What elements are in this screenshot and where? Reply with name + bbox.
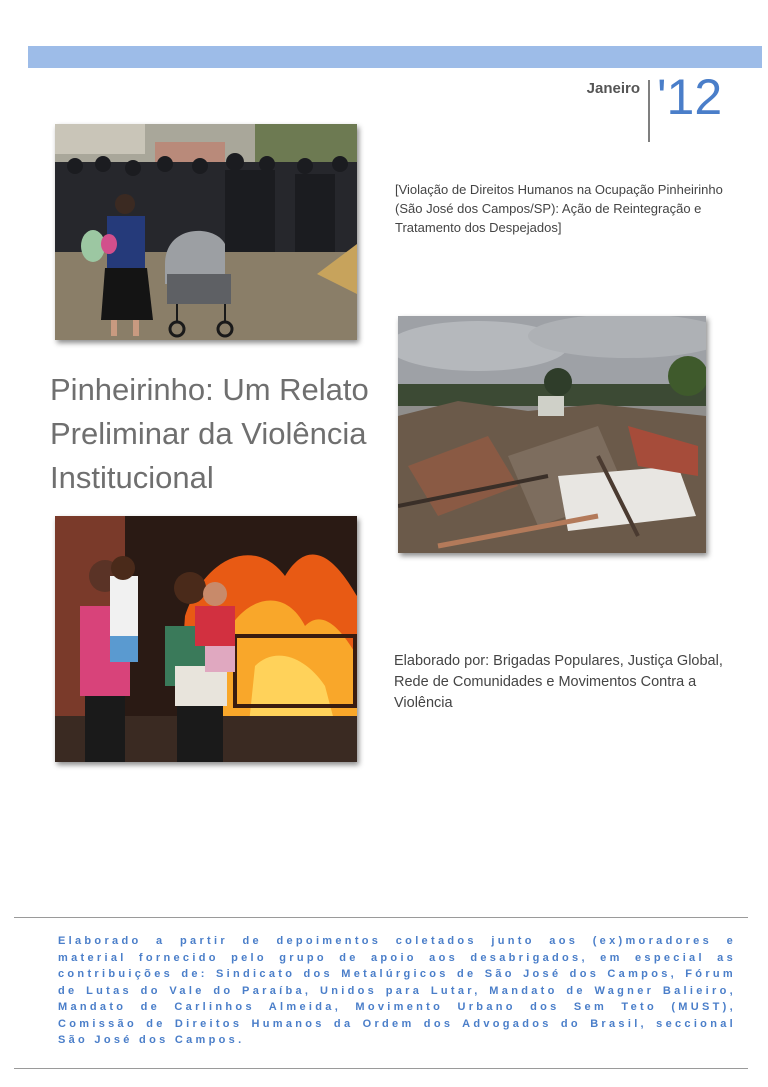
report-authors: Elaborado por: Brigadas Populares, Justiça Global, Rede de Comunidades e Movimentos Contra a Violência bbox=[394, 653, 723, 711]
footer-top-rule bbox=[14, 917, 748, 918]
header-year: '12 bbox=[657, 69, 723, 125]
photo-demolition-rubble bbox=[398, 316, 706, 553]
footer-credits: Elaborado a partir de depoimentos coletados junto aos (ex)moradores e material fornecido pelo grupo de apoio aos desabrigados, em especial as contribuições de: Sindicato dos Metalúrgicos de São José dos Campos, Fórum de Lutas do Vale do Paraíba, Unidos para Lutar, Mandato de Wagner Balieiro, Mandato de Carlinhos Almeida, Movimento Urbano dos Sem Teto (MUST), Comissão de Direitos Humanos da Ordem dos Advogados do Brasil, seccional São José dos Campos. bbox=[58, 935, 736, 1046]
report-title: Pinheirinho: Um Relato Preliminar da Violência Institucional bbox=[50, 372, 369, 495]
header-month: Janeiro bbox=[586, 80, 640, 97]
photo-police-eviction bbox=[55, 124, 357, 340]
header-divider bbox=[648, 80, 650, 142]
header-bar bbox=[28, 46, 762, 68]
report-subtitle: [Violação de Direitos Humanos na Ocupação Pinheirinho (São José dos Campos/SP): Ação de Reintegração e Tratamento dos Despejados] bbox=[395, 182, 723, 235]
footer-bottom-rule bbox=[14, 1068, 748, 1069]
photo-fire-mothers-children bbox=[55, 516, 357, 762]
